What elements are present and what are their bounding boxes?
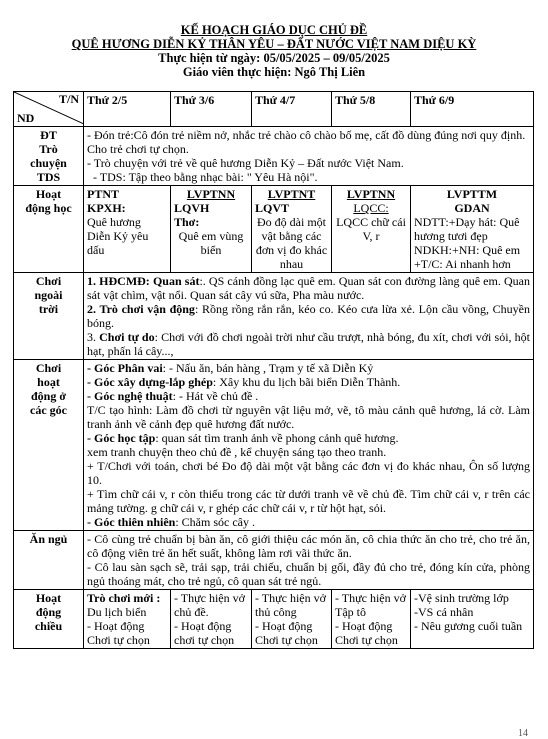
afternoon-text: - Hoạt động Chơi tự chọn	[255, 619, 318, 647]
corner-item: xem tranh chuyện theo chủ đề , kể chuyện sáng tạo theo tranh.	[87, 445, 387, 459]
lesson-thursday	[332, 186, 411, 273]
welcome-label: ĐT Trò chuyện TDS	[14, 127, 84, 186]
corner-item-head: - Góc nghệ thuật	[87, 389, 173, 403]
lesson-tuesday	[171, 186, 252, 273]
corner-item: T/C tạo hình: Làm đồ chơi từ nguyên vật liệu mở, vẽ, tô màu cảnh quê hương, lá cờ. Làm tranh ảnh về cảnh đẹp quê hương đất nước.	[87, 403, 530, 431]
afternoon-text: - Thực hiện vở chủ đề.	[174, 591, 245, 619]
afternoon-thursday	[332, 590, 411, 649]
day-header-row	[14, 92, 534, 127]
lesson-content: NDTT:+Dạy hát: Quê hương tươi đẹp	[414, 215, 520, 243]
outdoor-item	[87, 302, 530, 330]
meal-line: - Cô lau sàn sạch sẽ, trải sạp, trải chiếu, chuẩn bị gối, đầy đủ cho trẻ, đóng kín cửa, phòng ngủ thoáng mát, cho trẻ ngủ, cô quan sát trẻ ngủ.	[87, 560, 530, 588]
lesson-subject-sub: LQVH	[174, 201, 210, 215]
welcome-row	[14, 127, 534, 186]
corners-row	[14, 360, 534, 531]
meal-line: - Cô cùng trẻ chuẩn bị bàn ăn, cô giới thiệu các món ăn, cô chia thức ăn cho trẻ, cho trẻ ăn, cô động viên trẻ ăn hết suất, không làm rơi vãi thức ăn.	[87, 532, 530, 560]
lesson-subject: LVPTTM	[446, 187, 498, 201]
teacher-name: Giáo viên thực hiện: Ngô Thị Liên	[182, 65, 366, 79]
lesson-subject-sub: GDAN	[454, 201, 490, 215]
weekly-plan-table	[13, 91, 534, 649]
outdoor-item-text: : Chơi với đồ chơi ngoài trời như cầu trượt, nhà bóng, đu xít, chơi với sỏi, hột hạt, phấn lá cây...,	[87, 330, 530, 358]
corner-item-head: - Góc thiên nhiên	[87, 515, 176, 529]
corner-item-text: : quan sát tìm tranh ảnh về phong cảnh quê hương.	[155, 431, 399, 445]
lessons-row	[14, 186, 534, 273]
lesson-content: Quê em vùng biển	[178, 229, 244, 257]
day-friday: Thứ 6/9	[411, 92, 534, 127]
outdoor-content	[84, 273, 534, 360]
corner-top-label: T/N	[58, 92, 79, 106]
time-range: Thực hiện từ ngày: 05/05/2025 – 09/05/2025	[158, 51, 390, 65]
corners-label: Chơi hoạt động ở các góc	[14, 360, 84, 531]
outdoor-item-head: 2. Trò chơi vận động	[87, 302, 195, 316]
afternoon-text: - Hoạt động Chơi tự chọn	[335, 619, 398, 647]
afternoon-text: - Thực hiện vở Tập tô	[335, 591, 406, 619]
lesson-content: +T/C: Ai nhanh hơn	[414, 257, 511, 271]
lessons-label: Hoạt động học	[14, 186, 84, 273]
day-wednesday: Thứ 4/7	[252, 92, 332, 127]
afternoon-friday	[411, 590, 534, 649]
day-thursday: Thứ 5/8	[332, 92, 411, 127]
afternoon-text: -Vệ sinh trường lớp	[414, 591, 509, 605]
lesson-subject-sub: LQVT	[255, 201, 290, 215]
outdoor-item-text: : Rồng rồng rắn rắn, kéo co. Kéo cưa lừa xẻ. Lộn cầu vồng, Chuyền bóng.	[87, 302, 530, 330]
corner-item: + T/Chơi với toán, chơi bé Đo độ dài một vật bằng các đơn vị đo khác nhau, Ôn số lượng 10.	[87, 459, 530, 487]
corner-item-text: : Chăm sóc cây .	[175, 515, 255, 529]
meal-content	[84, 531, 534, 590]
afternoon-label: Hoạt động chiều	[14, 590, 84, 649]
theme-title: QUÊ HƯƠNG DIỄN KỶ THÂN YÊU – ĐẤT NƯỚC VIỆT NAM DIỆU KỲ	[71, 37, 477, 51]
outdoor-row	[14, 273, 534, 360]
corner-item-head: - Góc xây dựng-lắp ghép	[87, 375, 213, 389]
corner-item	[87, 515, 530, 529]
corner-item: + Tìm chữ cái v, r còn thiếu trong các từ dưới tranh vẽ về chủ đề. Tìm chữ cái v, r trên các mảng tường. g chữ cái v, r ghép các chữ cái v, r từ hột hạt, sỏi.	[87, 487, 530, 515]
corners-content	[84, 360, 534, 531]
afternoon-wednesday	[252, 590, 332, 649]
lesson-wednesday	[252, 186, 332, 273]
lesson-subject: LVPTNN	[186, 187, 236, 201]
welcome-content	[84, 127, 534, 186]
meal-label: Ăn ngủ	[14, 531, 84, 590]
afternoon-text: - Hoạt động Chơi tự chọn	[87, 619, 150, 647]
welcome-line: - Trò chuyện với trẻ về quê hương Diễn Kỷ – Đất nước Việt Nam.	[87, 156, 404, 170]
corner-item	[87, 375, 530, 389]
corner-cell	[14, 92, 84, 127]
outdoor-item-head: 1. HĐCMĐ: Quan sát	[87, 274, 200, 288]
lesson-content: Đo độ dài một vật bằng các đơn vị đo khác nhau	[255, 215, 328, 271]
lesson-content: Quê hương Diễn Kỷ yêu dấu	[87, 215, 149, 257]
lesson-friday	[411, 186, 534, 273]
lesson-subject-sub: LQCC:	[353, 201, 389, 215]
page-number: 14	[518, 728, 528, 739]
day-monday: Thứ 2/5	[84, 92, 171, 127]
lesson-content: LQCC chữ cái V, r	[336, 215, 406, 243]
afternoon-text: Du lịch biển	[87, 605, 147, 619]
outdoor-label: Chơi ngoài trời	[14, 273, 84, 360]
corner-item-head: - Góc Phân vai	[87, 361, 163, 375]
lesson-subject: PTNT	[87, 187, 120, 201]
corner-item-text: : - Hát về chủ đề .	[172, 389, 259, 403]
afternoon-text: - Nêu gương cuối tuần	[414, 619, 523, 633]
lesson-subject: LVPTNN	[346, 187, 396, 201]
meal-row	[14, 531, 534, 590]
corner-item-text: : Xây khu du lịch bãi biển Diễn Thành.	[212, 375, 401, 389]
afternoon-text: - Hoạt động chơi tự chọn	[174, 619, 235, 647]
outdoor-item	[87, 274, 530, 302]
welcome-line: - TDS: Tập theo bằng nhạc bài: " Yêu Hà nội".	[87, 170, 318, 184]
corner-item-text: : - Nấu ăn, bán hàng , Trạm y tế xã Diễn Kỷ	[162, 361, 374, 375]
outdoor-item-num: 3.	[87, 330, 100, 344]
afternoon-monday	[84, 590, 171, 649]
document-header	[0, 0, 548, 79]
afternoon-tuesday	[171, 590, 252, 649]
lesson-subject-sub: Thơ:	[174, 215, 200, 229]
afternoon-row	[14, 590, 534, 649]
afternoon-head: Trò chơi mới :	[87, 591, 161, 605]
corner-bottom-label: ND	[17, 111, 35, 125]
plan-title: KẾ HOẠCH GIÁO DỤC CHỦ ĐỀ	[180, 23, 368, 37]
lesson-subject-sub: KPXH:	[87, 201, 126, 215]
welcome-line: - Đón trẻ:Cô đón trẻ niềm nở, nhắc trẻ chào cô chào bố mẹ, cất đồ dùng đúng nơi quy định. Cho trẻ chơi tự chọn.	[87, 128, 526, 156]
corner-item	[87, 431, 530, 445]
lesson-monday	[84, 186, 171, 273]
afternoon-text: - Thực hiện vở thủ công	[255, 591, 326, 619]
outdoor-item	[87, 330, 530, 358]
outdoor-item-text: :. QS cánh đồng lạc quê em. Quan sát con đường làng quê em. Quan sát vật chìm, vật nổi. Quan sát cây vú sữa, Pha màu nước.	[87, 274, 530, 302]
day-tuesday: Thứ 3/6	[171, 92, 252, 127]
lesson-content: NDKH:+NH: Quê em	[414, 243, 521, 257]
corner-item-head: - Góc học tập	[87, 431, 156, 445]
lesson-subject: LVPTNT	[267, 187, 316, 201]
afternoon-text: -VS cá nhân	[414, 605, 474, 619]
corner-item	[87, 389, 530, 403]
outdoor-item-head: Chơi tự do	[99, 330, 155, 344]
corner-item	[87, 361, 530, 375]
